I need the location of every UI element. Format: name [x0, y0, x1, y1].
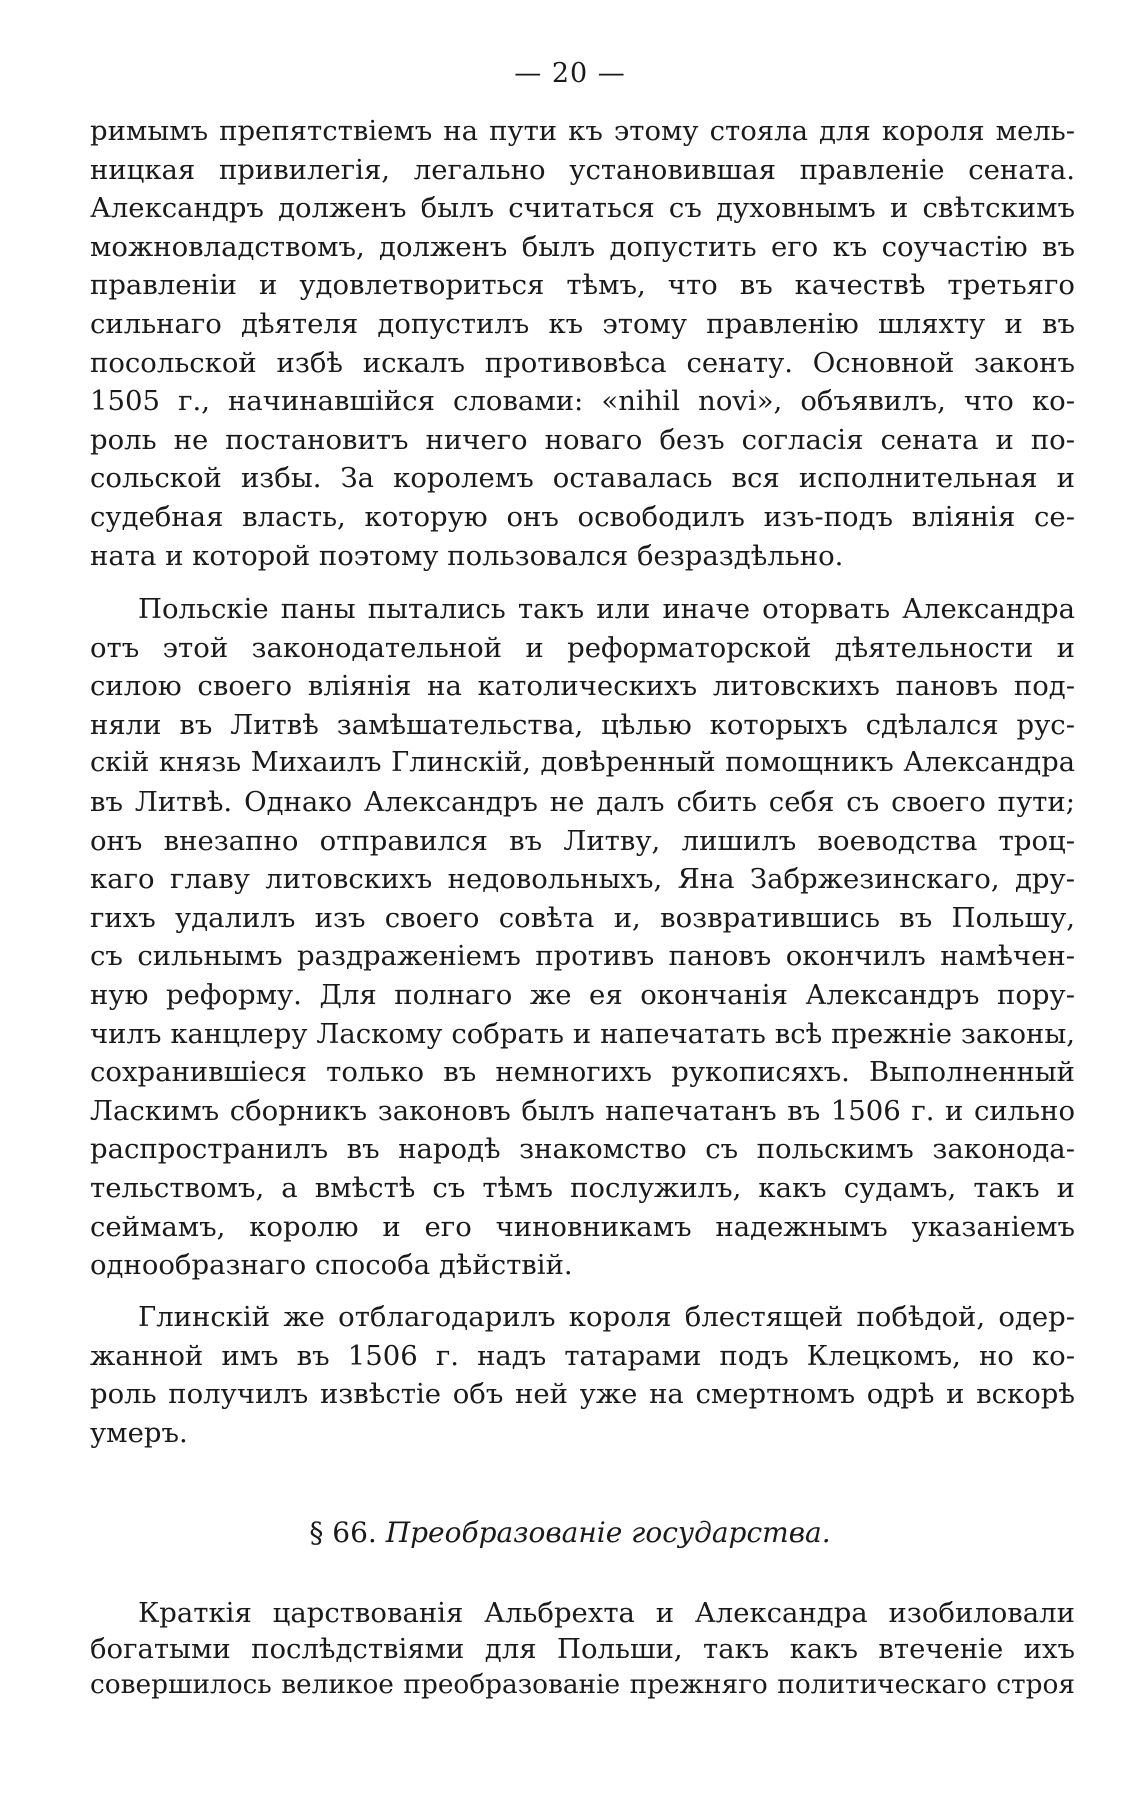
text-line: правленіи и удовлетвориться тѣмъ, что въ качествѣ третьяго	[90, 269, 1075, 302]
text-line: Ласкимъ сборникъ законовъ былъ напечатанъ въ 1506 г. и сильно	[90, 1094, 1075, 1127]
text-line: онъ внезапно отправился въ Литву, лишилъ воеводства троц-	[90, 824, 1075, 857]
text-line: Краткія царствованія Альбрехта и Александра изобиловали	[138, 1597, 1075, 1629]
text-line: Александръ долженъ былъ считаться съ духовнымъ и свѣтскимъ	[90, 192, 1075, 225]
text-line: въ Литвѣ. Однако Александръ не далъ сбить себя съ своего пути;	[90, 785, 1075, 818]
text-line: можновладствомъ, долженъ былъ допустить его къ соучастію въ	[90, 230, 1075, 263]
text-line: роль не постановитъ ничего новаго безъ согласія сената и по-	[90, 423, 1075, 456]
text-line: съ сильнымъ раздраженіемъ противъ пановъ окончилъ намѣчен-	[90, 940, 1075, 973]
text-line: гихъ удалилъ изъ своего совѣта и, возвратившись въ Польшу,	[90, 901, 1075, 934]
text-line: сильнаго дѣятеля допустилъ къ этому правленію шляхту и въ	[90, 307, 1075, 340]
paragraph-4	[90, 1595, 1075, 1703]
text-line: жанной имъ въ 1506 г. надъ татарами подъ Клецкомъ, но ко-	[90, 1339, 1075, 1372]
text-line: посольской избѣ искалъ противовѣса сенату. Основной законъ	[90, 346, 1075, 379]
text-line: Глинскій же отблагодарилъ короля блестящей побѣдой, одер-	[138, 1301, 1075, 1333]
text-line: тельствомъ, а вмѣстѣ съ тѣмъ послужилъ, какъ судамъ, такъ и	[90, 1171, 1075, 1204]
text-line: чилъ канцлеру Ласкому собрать и напечатать всѣ прежніе законы,	[90, 1017, 1075, 1050]
text-line: римымъ препятствіемъ на пути къ этому стояла для короля мель-	[90, 115, 1075, 147]
text-line: сеймамъ, королю и его чиновникамъ надежнымъ указаніемъ	[90, 1210, 1075, 1243]
section-title: Преобразованіе государства.	[385, 1516, 831, 1549]
text-line: судебная власть, которую онъ освободилъ изъ-подъ вліянія се-	[90, 500, 1075, 533]
text-line: 1505 г., начинавшійся словами: «nihil novi», объявилъ, что ко-	[90, 385, 1075, 418]
text-line: сольской избы. За королемъ оставалась вся исполнительная и	[90, 462, 1075, 495]
text-line: однообразнаго способа дѣйствій.	[90, 1249, 573, 1282]
section-heading	[0, 1513, 1140, 1553]
paragraph-3	[90, 1298, 1075, 1452]
page-number: — 20 —	[514, 58, 626, 89]
text-line: совершилось великое преобразованіе прежняго политическаго строя	[90, 1670, 1075, 1700]
text-line: ную реформу. Для полнаго же ея окончанія Александръ пору-	[90, 978, 1075, 1011]
text-line: распространилъ въ народѣ знакомство съ польскимъ законода-	[90, 1133, 1075, 1166]
text-line: отъ этой законодательной и реформаторской дѣятельности и	[90, 631, 1075, 664]
section-number: § 66.	[309, 1516, 377, 1549]
text-line: роль получилъ извѣстіе объ ней уже на смертномъ одрѣ и вскорѣ	[90, 1378, 1075, 1411]
text-line: богатыми послѣдствіями для Польши, такъ какъ втеченіе ихъ	[90, 1633, 1075, 1665]
text-line: ната и которой поэтому пользовался безраздѣльно.	[90, 539, 844, 572]
text-line: умеръ.	[90, 1416, 188, 1449]
text-line: ницкая привилегія, легально установившая правленіе сената.	[90, 153, 1075, 186]
text-line: силою своего вліянія на католическихъ литовскихъ пановъ под-	[90, 670, 1075, 703]
text-line: няли въ Литвѣ замѣшательства, цѣлью которыхъ сдѣлался рус-	[90, 708, 1075, 741]
text-line: Польскіе паны пытались такъ или иначе оторвать Александра	[138, 593, 1075, 625]
text-line: сохранившіеся только въ немногихъ рукописяхъ. Выполненный	[90, 1056, 1075, 1089]
text-line: каго главу литовскихъ недовольныхъ, Яна Забржезинскаго, дру-	[90, 863, 1075, 896]
paragraph-2	[90, 590, 1075, 1285]
text-line: скій князь Михаилъ Глинскій, довѣренный помощникъ Александра	[90, 747, 1075, 779]
paragraph-1	[90, 112, 1075, 575]
